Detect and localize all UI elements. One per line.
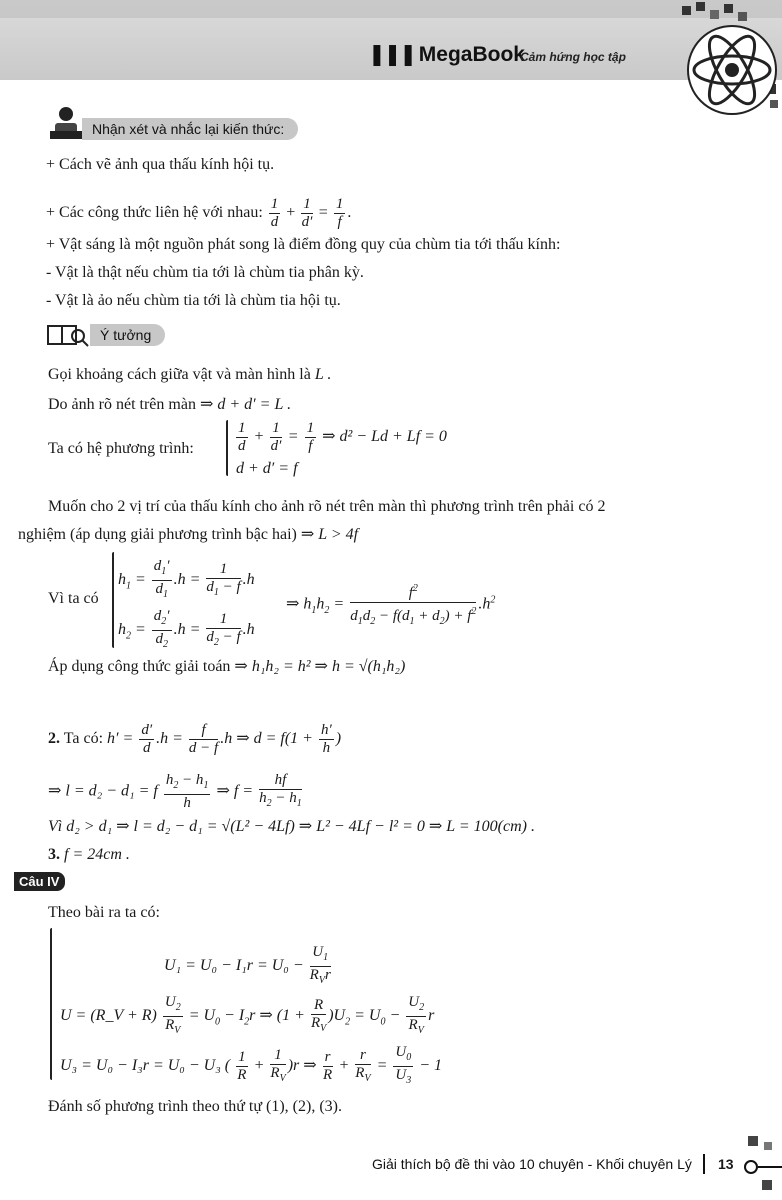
page-number: 13 xyxy=(718,1156,734,1172)
u1-eq: U₁ = U₀ − I₁r = U₀ − $\frac{U_1}{R_Vr}$ xyxy=(164,944,331,986)
idea-line-6: Vì ta có xyxy=(48,590,99,607)
section-badge: Câu IV xyxy=(14,872,65,891)
part4-closing: Đánh số phương trình theo thứ tự (1), (2), (3). xyxy=(48,1098,342,1115)
review-label: Nhận xét và nhắc lại kiến thức: xyxy=(46,116,298,142)
h2-eq: $h_2$ = $\frac{d_2'}{d_2}$ .h = $\frac{1}{d_2 - f}$ .h xyxy=(118,608,255,650)
idea-line-5: nghiệm (áp dụng giải phương trình bậc hai) ⇒ L > 4f xyxy=(18,526,359,543)
brand-logo: ❚❚❚ MegaBook xyxy=(368,43,525,66)
header-band xyxy=(0,0,782,80)
footer-square xyxy=(748,1136,758,1146)
u-eq: U = (R_V + R) $\frac{U_2}{R_V}$ = $U_0 - I_2r$ ⇒ (1 + $\frac{R}{R_V}$ )$U_2 = U_0$ − $\frac{U_2}{R_V}$ r xyxy=(60,994,435,1036)
idea-line-3: Ta có hệ phương trình: xyxy=(48,440,194,457)
h1-eq: $h_1$ = $\frac{d_1'}{d_1}$ .h = $\frac{1}{d_1 - f}$ .h xyxy=(118,558,255,600)
review-line-1: + Cách vẽ ảnh qua thấu kính hội tụ. xyxy=(46,156,275,173)
system-brace-h xyxy=(112,552,114,648)
part2-line-3: Vì d₂ > d₁ ⇒ l = d₂ − d₁ = √(L² − 4Lf) ⇒ L² − 4Lf − l² = 0 ⇒ L = 100(cm) . xyxy=(48,818,535,835)
idea-line-7: Áp dụng công thức giải toán ⇒ h₁h₂ = h² ⇒ h = √(h₁h₂) xyxy=(48,658,406,675)
part2-line-4: 3. f = 24cm . xyxy=(48,846,130,863)
idea-label: Ý tưởng xyxy=(46,322,165,348)
idea-line-1: Gọi khoảng cách giữa vật và màn hình là L . xyxy=(48,366,332,383)
system-eq-2: d + d′ = f xyxy=(236,460,298,477)
student-icon xyxy=(46,103,86,143)
review-line-2: + Các công thức liên hệ với nhau: $\frac{1}{d}$ + $\frac{1}{d'}$ = $\frac{1}{f}$ . xyxy=(46,196,352,230)
system-brace xyxy=(226,420,228,476)
page-circle-icon xyxy=(744,1160,758,1174)
part2-line-2: ⇒ l = d₂ − d₁ = f $\frac{h_2 - h_1}{h}$ ⇒ f = $\frac{hf}{h_2 - h_1}$ xyxy=(48,772,302,811)
review-line-5: - Vật là ảo nếu chùm tia tới là chùm tia hội tụ. xyxy=(46,292,341,309)
system-brace-u xyxy=(50,928,52,1080)
brand-tagline: Cảm hứng học tập xyxy=(520,50,626,64)
system-eq-1: $\frac{1}{d}$ + $\frac{1}{d'}$ = $\frac{1}{f}$ ⇒ d² − Ld + Lf = 0 xyxy=(238,420,447,454)
review-line-4: - Vật là thật nếu chùm tia tới là chùm tia phân kỳ. xyxy=(46,264,364,281)
footer-square xyxy=(764,1142,772,1150)
idea-line-2: Do ảnh rõ nét trên màn ⇒ d + d′ = L . xyxy=(48,396,292,413)
footer-title: Giải thích bộ đề thi vào 10 chuyên - Khối chuyên Lý xyxy=(372,1156,692,1172)
footer-divider xyxy=(703,1154,705,1174)
footer-square xyxy=(762,1180,772,1190)
review-line-3: + Vật sáng là một nguồn phát song là điểm đồng quy của chùm tia tới thấu kính: xyxy=(46,236,561,253)
h1h2-eq: ⇒ $h_1h_2$ = $\frac{f^2}{d_1d_2 - f(d_1 + d_2) + f^2}$ $.h^2$ xyxy=(286,580,495,630)
atom-icon xyxy=(684,22,780,118)
page-line-decoration xyxy=(758,1166,782,1168)
part4-intro: Theo bài ra ta có: xyxy=(48,904,160,921)
idea-line-4: Muốn cho 2 vị trí của thấu kính cho ảnh rõ nét trên màn thì phương trình trên phải có 2 xyxy=(48,498,606,515)
u3-eq: U₃ = U₀ − I₃r = U₀ − U₃ ( $\frac{1}{R}$ + $\frac{1}{R_V}$ )r ⇒ $\frac{r}{R}$ + $\frac{r}{R_V}$ = $\frac{U_0}{U_3}$ − 1 xyxy=(60,1044,443,1086)
part2-line-1: 2. Ta có: h′ = $\frac{d'}{d}$ .h = $\frac{f}{d - f}$ .h ⇒ d = f(1 + $\frac{h'}{h}$ ) xyxy=(48,722,342,756)
book-magnifier-icon xyxy=(46,322,90,348)
